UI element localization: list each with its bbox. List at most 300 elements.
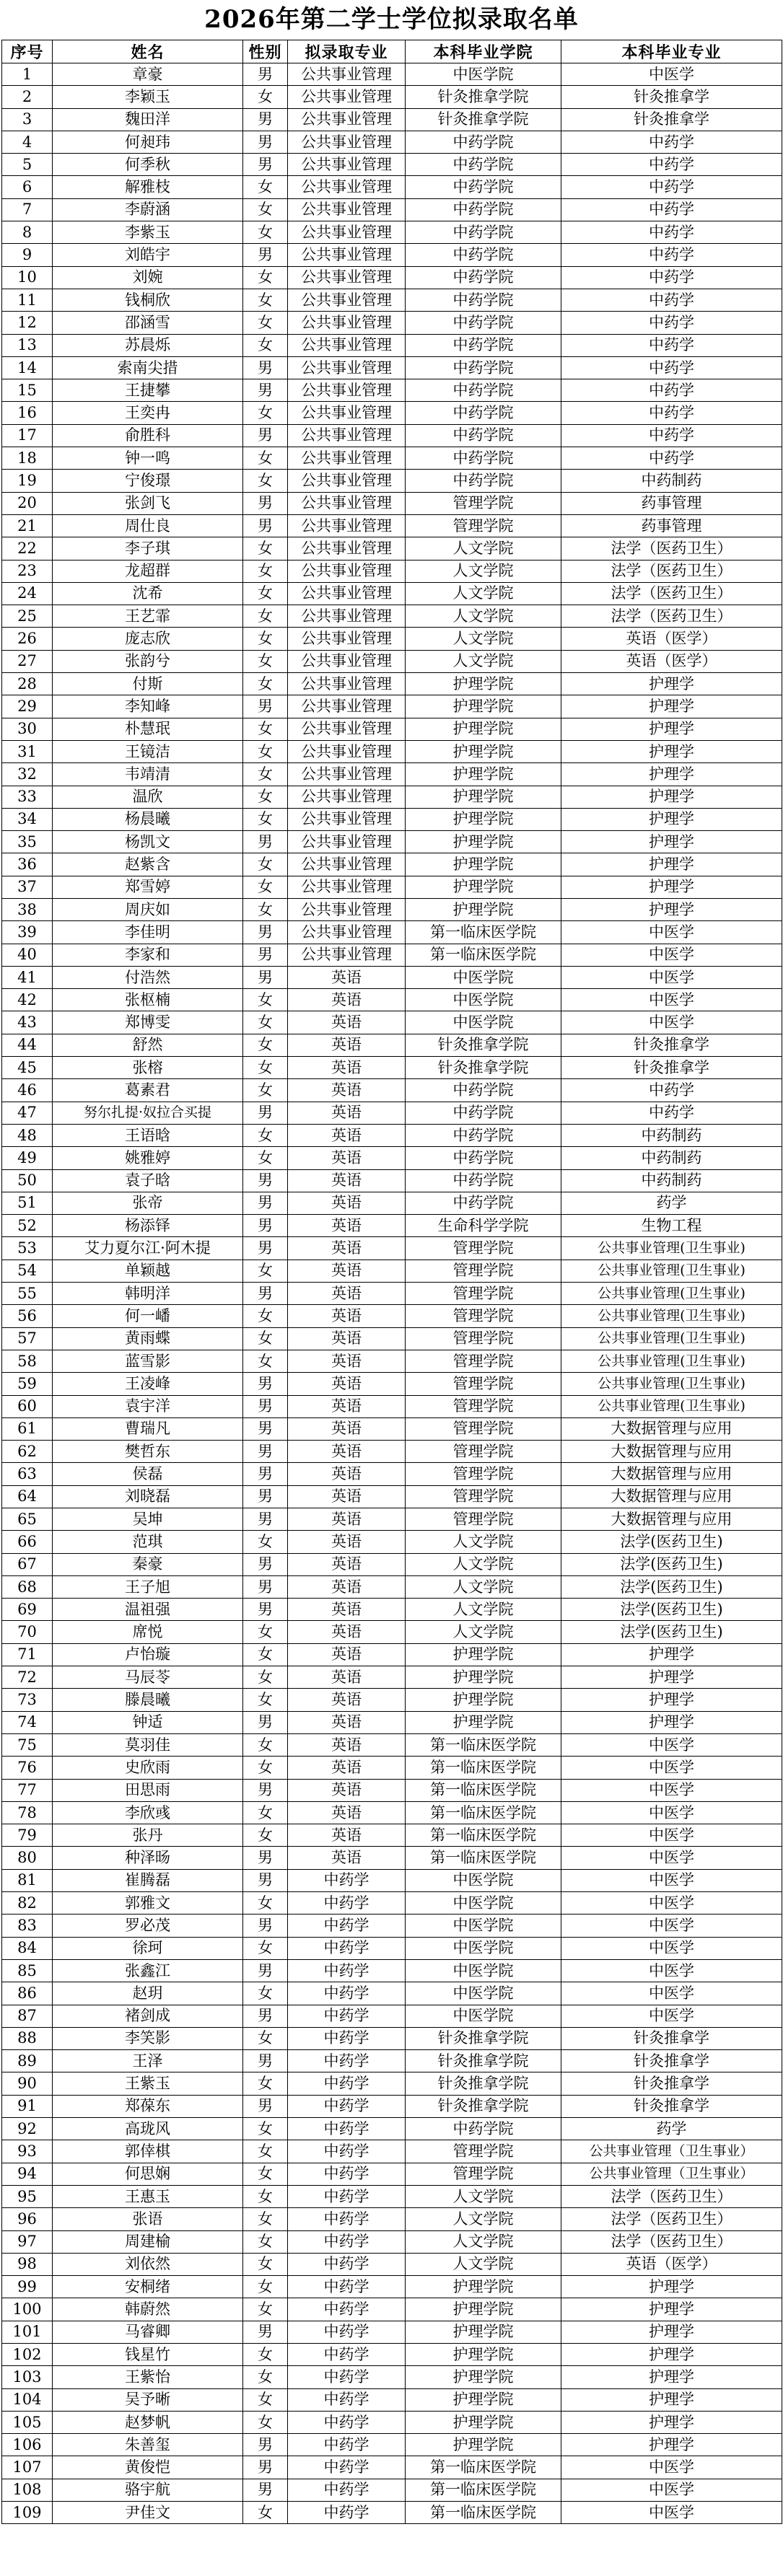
cell-admitted-major: 中药学 bbox=[288, 1937, 406, 1959]
cell-undergrad-college: 第一临床医学院 bbox=[406, 1801, 561, 1824]
cell-gender: 男 bbox=[243, 2434, 288, 2456]
cell-admitted-major: 中药学 bbox=[288, 2343, 406, 2365]
cell-name: 郑葆东 bbox=[53, 2095, 243, 2117]
cell-gender: 女 bbox=[243, 402, 288, 424]
cell-admitted-major: 中药学 bbox=[288, 2479, 406, 2501]
cell-name: 苏晨烁 bbox=[53, 334, 243, 356]
cell-undergrad-major: 护理学 bbox=[561, 831, 782, 853]
cell-gender: 女 bbox=[243, 1666, 288, 1689]
table-row bbox=[2, 2343, 782, 2365]
cell-name: 罗必茂 bbox=[53, 1915, 243, 1937]
cell-undergrad-major: 中医学 bbox=[561, 1915, 782, 1937]
cell-admitted-major: 英语 bbox=[288, 1757, 406, 1779]
cell-gender: 男 bbox=[243, 1463, 288, 1485]
cell-admitted-major: 公共事业管理 bbox=[288, 560, 406, 582]
cell-admitted-major: 中药学 bbox=[288, 2005, 406, 2027]
cell-index: 84 bbox=[2, 1937, 53, 1959]
cell-name: 韦靖清 bbox=[53, 763, 243, 786]
cell-undergrad-college: 管理学院 bbox=[406, 2163, 561, 2185]
cell-gender: 女 bbox=[243, 1531, 288, 1553]
table-row bbox=[2, 560, 782, 582]
cell-undergrad-college: 第一临床医学院 bbox=[406, 1733, 561, 1756]
table-row bbox=[2, 1169, 782, 1192]
cell-undergrad-major: 公共事业管理(卫生事业) bbox=[561, 1237, 782, 1260]
cell-undergrad-major: 大数据管理与应用 bbox=[561, 1417, 782, 1440]
cell-admitted-major: 公共事业管理 bbox=[288, 402, 406, 424]
cell-undergrad-college: 中药学院 bbox=[406, 1169, 561, 1192]
cell-name: 张榕 bbox=[53, 1057, 243, 1079]
cell-admitted-major: 公共事业管理 bbox=[288, 831, 406, 853]
cell-undergrad-college: 护理学院 bbox=[406, 740, 561, 762]
table-row bbox=[2, 1689, 782, 1711]
cell-name: 李欣彧 bbox=[53, 1801, 243, 1824]
cell-name: 王艺霏 bbox=[53, 605, 243, 628]
cell-undergrad-major: 法学（医药卫生） bbox=[561, 560, 782, 582]
table-row bbox=[2, 718, 782, 740]
header-index: 序号 bbox=[2, 40, 53, 63]
table-row bbox=[2, 2388, 782, 2411]
cell-admitted-major: 公共事业管理 bbox=[288, 356, 406, 379]
cell-undergrad-major: 法学(医药卫生) bbox=[561, 1621, 782, 1643]
cell-gender: 女 bbox=[243, 1892, 288, 1915]
table-row bbox=[2, 1102, 782, 1124]
cell-undergrad-major: 护理学 bbox=[561, 786, 782, 808]
cell-gender: 女 bbox=[243, 2140, 288, 2163]
cell-index: 18 bbox=[2, 447, 53, 470]
cell-index: 6 bbox=[2, 176, 53, 198]
table-row bbox=[2, 289, 782, 311]
cell-name: 杨晨曦 bbox=[53, 808, 243, 830]
table-body bbox=[2, 63, 782, 2524]
cell-index: 105 bbox=[2, 2411, 53, 2433]
cell-admitted-major: 英语 bbox=[288, 1733, 406, 1756]
table-row bbox=[2, 1057, 782, 1079]
cell-undergrad-major: 中药学 bbox=[561, 266, 782, 289]
cell-admitted-major: 公共事业管理 bbox=[288, 876, 406, 898]
cell-undergrad-college: 针灸推拿学院 bbox=[406, 1034, 561, 1056]
cell-index: 37 bbox=[2, 876, 53, 898]
cell-name: 蓝雪影 bbox=[53, 1350, 243, 1372]
cell-undergrad-major: 中药制药 bbox=[561, 1147, 782, 1169]
cell-admitted-major: 公共事业管理 bbox=[288, 492, 406, 514]
cell-gender: 女 bbox=[243, 2118, 288, 2140]
cell-index: 95 bbox=[2, 2185, 53, 2207]
cell-gender: 男 bbox=[243, 1237, 288, 1260]
table-row bbox=[2, 1553, 782, 1575]
table-row bbox=[2, 740, 782, 762]
cell-gender: 女 bbox=[243, 560, 288, 582]
cell-name: 刘依然 bbox=[53, 2253, 243, 2275]
cell-gender: 女 bbox=[243, 2343, 288, 2365]
cell-undergrad-major: 公共事业管理(卫生事业) bbox=[561, 1305, 782, 1327]
cell-undergrad-major: 护理学 bbox=[561, 1643, 782, 1666]
cell-name: 温祖强 bbox=[53, 1599, 243, 1621]
cell-name: 王紫玉 bbox=[53, 2072, 243, 2095]
cell-undergrad-major: 护理学 bbox=[561, 898, 782, 920]
cell-admitted-major: 公共事业管理 bbox=[288, 605, 406, 628]
cell-undergrad-college: 中药学院 bbox=[406, 470, 561, 492]
cell-undergrad-major: 法学(医药卫生) bbox=[561, 1575, 782, 1598]
cell-index: 73 bbox=[2, 1689, 53, 1711]
cell-gender: 女 bbox=[243, 221, 288, 244]
cell-gender: 男 bbox=[243, 1915, 288, 1937]
cell-undergrad-college: 中药学院 bbox=[406, 198, 561, 221]
cell-admitted-major: 公共事业管理 bbox=[288, 582, 406, 605]
cell-undergrad-college: 护理学院 bbox=[406, 763, 561, 786]
cell-gender: 女 bbox=[243, 989, 288, 1011]
cell-undergrad-college: 护理学院 bbox=[406, 2388, 561, 2411]
cell-gender: 男 bbox=[243, 1215, 288, 1237]
cell-gender: 女 bbox=[243, 2027, 288, 2049]
cell-index: 109 bbox=[2, 2502, 53, 2524]
cell-gender: 女 bbox=[243, 628, 288, 650]
cell-undergrad-major: 护理学 bbox=[561, 673, 782, 695]
table-row bbox=[2, 2118, 782, 2140]
cell-gender: 男 bbox=[243, 244, 288, 266]
cell-undergrad-major: 中药制药 bbox=[561, 1169, 782, 1192]
cell-undergrad-college: 管理学院 bbox=[406, 1417, 561, 1440]
cell-name: 李家和 bbox=[53, 944, 243, 966]
cell-undergrad-major: 中医学 bbox=[561, 2005, 782, 2027]
cell-admitted-major: 公共事业管理 bbox=[288, 718, 406, 740]
cell-admitted-major: 英语 bbox=[288, 1508, 406, 1531]
table-row bbox=[2, 198, 782, 221]
cell-admitted-major: 公共事业管理 bbox=[288, 537, 406, 560]
cell-gender: 女 bbox=[243, 1034, 288, 1056]
cell-name: 赵紫含 bbox=[53, 853, 243, 876]
cell-admitted-major: 公共事业管理 bbox=[288, 673, 406, 695]
cell-index: 39 bbox=[2, 921, 53, 944]
table-row bbox=[2, 876, 782, 898]
cell-undergrad-college: 针灸推拿学院 bbox=[406, 2095, 561, 2117]
cell-index: 59 bbox=[2, 1373, 53, 1395]
cell-gender: 男 bbox=[243, 921, 288, 944]
cell-admitted-major: 中药学 bbox=[288, 2298, 406, 2321]
cell-index: 29 bbox=[2, 695, 53, 718]
cell-undergrad-major: 中医学 bbox=[561, 2456, 782, 2479]
cell-gender: 女 bbox=[243, 2276, 288, 2298]
table-row bbox=[2, 244, 782, 266]
cell-gender: 女 bbox=[243, 673, 288, 695]
cell-undergrad-college: 第一临床医学院 bbox=[406, 1757, 561, 1779]
cell-undergrad-college: 中药学院 bbox=[406, 176, 561, 198]
cell-name: 单颖越 bbox=[53, 1260, 243, 1282]
cell-undergrad-college: 护理学院 bbox=[406, 2298, 561, 2321]
cell-index: 2 bbox=[2, 86, 53, 108]
cell-index: 47 bbox=[2, 1102, 53, 1124]
table-row bbox=[2, 1417, 782, 1440]
cell-gender: 男 bbox=[243, 2050, 288, 2072]
cell-gender: 女 bbox=[243, 605, 288, 628]
cell-name: 袁宇洋 bbox=[53, 1395, 243, 1417]
cell-index: 104 bbox=[2, 2388, 53, 2411]
table-row bbox=[2, 989, 782, 1011]
cell-admitted-major: 公共事业管理 bbox=[288, 853, 406, 876]
cell-gender: 男 bbox=[243, 492, 288, 514]
cell-undergrad-major: 中药学 bbox=[561, 379, 782, 402]
cell-admitted-major: 英语 bbox=[288, 1711, 406, 1733]
cell-admitted-major: 英语 bbox=[288, 1327, 406, 1350]
cell-undergrad-college: 管理学院 bbox=[406, 1283, 561, 1305]
cell-undergrad-college: 护理学院 bbox=[406, 2366, 561, 2388]
cell-gender: 女 bbox=[243, 1011, 288, 1034]
cell-undergrad-college: 中药学院 bbox=[406, 131, 561, 153]
cell-admitted-major: 公共事业管理 bbox=[288, 334, 406, 356]
cell-undergrad-major: 公共事业管理(卫生事业) bbox=[561, 1283, 782, 1305]
cell-admitted-major: 公共事业管理 bbox=[288, 63, 406, 86]
table-row bbox=[2, 898, 782, 920]
cell-undergrad-college: 中药学院 bbox=[406, 154, 561, 176]
table-row bbox=[2, 447, 782, 470]
table-row bbox=[2, 1485, 782, 1508]
cell-undergrad-college: 中药学院 bbox=[406, 289, 561, 311]
cell-admitted-major: 公共事业管理 bbox=[288, 379, 406, 402]
cell-name: 索南尖措 bbox=[53, 356, 243, 379]
cell-name: 褚剑成 bbox=[53, 2005, 243, 2027]
cell-gender: 女 bbox=[243, 718, 288, 740]
cell-admitted-major: 中药学 bbox=[288, 2185, 406, 2207]
cell-undergrad-college: 中药学院 bbox=[406, 266, 561, 289]
cell-undergrad-major: 法学(医药卫生) bbox=[561, 1599, 782, 1621]
cell-admitted-major: 公共事业管理 bbox=[288, 740, 406, 762]
cell-undergrad-college: 第一临床医学院 bbox=[406, 1824, 561, 1847]
cell-undergrad-major: 护理学 bbox=[561, 2343, 782, 2365]
cell-admitted-major: 公共事业管理 bbox=[288, 131, 406, 153]
cell-name: 解雅枝 bbox=[53, 176, 243, 198]
cell-gender: 女 bbox=[243, 2366, 288, 2388]
cell-index: 99 bbox=[2, 2276, 53, 2298]
cell-gender: 男 bbox=[243, 1417, 288, 1440]
cell-name: 李笑影 bbox=[53, 2027, 243, 2049]
cell-undergrad-college: 护理学院 bbox=[406, 2434, 561, 2456]
cell-gender: 男 bbox=[243, 131, 288, 153]
cell-name: 张帝 bbox=[53, 1192, 243, 1214]
cell-undergrad-major: 中药学 bbox=[561, 176, 782, 198]
table-row bbox=[2, 379, 782, 402]
cell-index: 42 bbox=[2, 989, 53, 1011]
cell-undergrad-college: 中医学院 bbox=[406, 63, 561, 86]
cell-gender: 女 bbox=[243, 1147, 288, 1169]
cell-index: 75 bbox=[2, 1733, 53, 1756]
cell-name: 马睿卿 bbox=[53, 2321, 243, 2343]
cell-name: 郑雪婷 bbox=[53, 876, 243, 898]
cell-admitted-major: 公共事业管理 bbox=[288, 763, 406, 786]
table-row bbox=[2, 1733, 782, 1756]
cell-name: 王子旭 bbox=[53, 1575, 243, 1598]
table-row bbox=[2, 2298, 782, 2321]
cell-name: 周庆如 bbox=[53, 898, 243, 920]
table-row bbox=[2, 1350, 782, 1372]
table-row bbox=[2, 2163, 782, 2185]
cell-gender: 女 bbox=[243, 334, 288, 356]
table-row bbox=[2, 1034, 782, 1056]
cell-undergrad-college: 中药学院 bbox=[406, 402, 561, 424]
header-undergrad-college: 本科毕业学院 bbox=[406, 40, 561, 63]
cell-name: 王泽 bbox=[53, 2050, 243, 2072]
cell-name: 韩明洋 bbox=[53, 1283, 243, 1305]
table-row bbox=[2, 402, 782, 424]
table-row bbox=[2, 1283, 782, 1305]
cell-undergrad-college: 针灸推拿学院 bbox=[406, 2072, 561, 2095]
cell-index: 85 bbox=[2, 1959, 53, 1982]
cell-admitted-major: 公共事业管理 bbox=[288, 786, 406, 808]
cell-name: 沈希 bbox=[53, 582, 243, 605]
cell-admitted-major: 中药学 bbox=[288, 1915, 406, 1937]
table-row bbox=[2, 695, 782, 718]
cell-index: 63 bbox=[2, 1463, 53, 1485]
cell-index: 93 bbox=[2, 2140, 53, 2163]
cell-index: 83 bbox=[2, 1915, 53, 1937]
cell-undergrad-major: 生物工程 bbox=[561, 1215, 782, 1237]
cell-index: 48 bbox=[2, 1124, 53, 1146]
cell-undergrad-major: 护理学 bbox=[561, 695, 782, 718]
cell-undergrad-college: 护理学院 bbox=[406, 2411, 561, 2433]
cell-admitted-major: 英语 bbox=[288, 1350, 406, 1372]
cell-undergrad-major: 中药学 bbox=[561, 131, 782, 153]
cell-gender: 男 bbox=[243, 1779, 288, 1801]
cell-undergrad-major: 大数据管理与应用 bbox=[561, 1485, 782, 1508]
cell-undergrad-major: 公共事业管理(卫生事业) bbox=[561, 1373, 782, 1395]
cell-undergrad-college: 人文学院 bbox=[406, 1599, 561, 1621]
header-name: 姓名 bbox=[53, 40, 243, 63]
cell-gender: 男 bbox=[243, 1169, 288, 1192]
cell-gender: 女 bbox=[243, 176, 288, 198]
cell-index: 107 bbox=[2, 2456, 53, 2479]
table-row bbox=[2, 921, 782, 944]
cell-undergrad-major: 中药学 bbox=[561, 424, 782, 447]
table-row bbox=[2, 1305, 782, 1327]
cell-index: 26 bbox=[2, 628, 53, 650]
cell-name: 樊哲东 bbox=[53, 1441, 243, 1463]
cell-name: 刘晓磊 bbox=[53, 1485, 243, 1508]
cell-name: 张枢楠 bbox=[53, 989, 243, 1011]
cell-name: 何思娴 bbox=[53, 2163, 243, 2185]
cell-admitted-major: 英语 bbox=[288, 1689, 406, 1711]
cell-index: 9 bbox=[2, 244, 53, 266]
cell-index: 58 bbox=[2, 1350, 53, 1372]
cell-admitted-major: 英语 bbox=[288, 1553, 406, 1575]
cell-index: 19 bbox=[2, 470, 53, 492]
cell-index: 51 bbox=[2, 1192, 53, 1214]
cell-name: 张语 bbox=[53, 2208, 243, 2230]
cell-gender: 男 bbox=[243, 1959, 288, 1982]
table-row bbox=[2, 2502, 782, 2524]
cell-undergrad-college: 护理学院 bbox=[406, 786, 561, 808]
cell-name: 邵涵雪 bbox=[53, 312, 243, 334]
cell-undergrad-college: 人文学院 bbox=[406, 628, 561, 650]
cell-undergrad-major: 护理学 bbox=[561, 2366, 782, 2388]
cell-admitted-major: 英语 bbox=[288, 1305, 406, 1327]
cell-name: 张鑫江 bbox=[53, 1959, 243, 1982]
cell-gender: 女 bbox=[243, 1327, 288, 1350]
cell-undergrad-major: 中药制药 bbox=[561, 1124, 782, 1146]
table-row bbox=[2, 2321, 782, 2343]
cell-index: 27 bbox=[2, 650, 53, 672]
table-row bbox=[2, 1215, 782, 1237]
cell-undergrad-major: 英语（医学） bbox=[561, 650, 782, 672]
cell-gender: 女 bbox=[243, 1057, 288, 1079]
table-row bbox=[2, 424, 782, 447]
table-row bbox=[2, 1441, 782, 1463]
cell-index: 30 bbox=[2, 718, 53, 740]
cell-undergrad-major: 护理学 bbox=[561, 2321, 782, 2343]
cell-name: 李颖玉 bbox=[53, 86, 243, 108]
cell-undergrad-college: 中药学院 bbox=[406, 2118, 561, 2140]
cell-name: 刘皓宇 bbox=[53, 244, 243, 266]
cell-admitted-major: 中药学 bbox=[288, 2321, 406, 2343]
table-row bbox=[2, 63, 782, 86]
table-row bbox=[2, 2276, 782, 2298]
cell-undergrad-college: 中医学院 bbox=[406, 1869, 561, 1891]
cell-index: 38 bbox=[2, 898, 53, 920]
cell-undergrad-college: 第一临床医学院 bbox=[406, 2479, 561, 2501]
cell-name: 刘婉 bbox=[53, 266, 243, 289]
cell-admitted-major: 英语 bbox=[288, 1215, 406, 1237]
cell-undergrad-college: 第一临床医学院 bbox=[406, 1779, 561, 1801]
cell-undergrad-college: 护理学院 bbox=[406, 2276, 561, 2298]
table-row bbox=[2, 853, 782, 876]
cell-name: 温欣 bbox=[53, 786, 243, 808]
cell-admitted-major: 英语 bbox=[288, 1599, 406, 1621]
cell-undergrad-college: 中药学院 bbox=[406, 356, 561, 379]
cell-name: 朴慧珉 bbox=[53, 718, 243, 740]
cell-undergrad-college: 中医学院 bbox=[406, 1011, 561, 1034]
cell-index: 57 bbox=[2, 1327, 53, 1350]
cell-undergrad-college: 第一临床医学院 bbox=[406, 944, 561, 966]
cell-index: 61 bbox=[2, 1417, 53, 1440]
cell-gender: 女 bbox=[243, 763, 288, 786]
cell-index: 106 bbox=[2, 2434, 53, 2456]
cell-undergrad-major: 中医学 bbox=[561, 1959, 782, 1982]
cell-gender: 女 bbox=[243, 537, 288, 560]
cell-admitted-major: 中药学 bbox=[288, 2118, 406, 2140]
cell-admitted-major: 英语 bbox=[288, 1801, 406, 1824]
cell-undergrad-college: 管理学院 bbox=[406, 1463, 561, 1485]
cell-name: 尹佳文 bbox=[53, 2502, 243, 2524]
cell-index: 77 bbox=[2, 1779, 53, 1801]
cell-gender: 女 bbox=[243, 2298, 288, 2321]
cell-index: 80 bbox=[2, 1847, 53, 1869]
cell-undergrad-college: 针灸推拿学院 bbox=[406, 86, 561, 108]
cell-undergrad-college: 中医学院 bbox=[406, 1982, 561, 2005]
cell-undergrad-major: 中医学 bbox=[561, 1011, 782, 1034]
cell-undergrad-major: 大数据管理与应用 bbox=[561, 1441, 782, 1463]
cell-index: 31 bbox=[2, 740, 53, 762]
cell-name: 周建榆 bbox=[53, 2230, 243, 2253]
cell-index: 33 bbox=[2, 786, 53, 808]
cell-undergrad-college: 护理学院 bbox=[406, 876, 561, 898]
cell-undergrad-major: 法学（医药卫生） bbox=[561, 537, 782, 560]
cell-name: 赵梦帆 bbox=[53, 2411, 243, 2433]
table-row bbox=[2, 2095, 782, 2117]
cell-admitted-major: 英语 bbox=[288, 1395, 406, 1417]
cell-gender: 女 bbox=[243, 447, 288, 470]
cell-undergrad-college: 管理学院 bbox=[406, 492, 561, 514]
cell-undergrad-major: 针灸推拿学 bbox=[561, 2072, 782, 2095]
cell-admitted-major: 中药学 bbox=[288, 2027, 406, 2049]
table-row bbox=[2, 763, 782, 786]
cell-index: 108 bbox=[2, 2479, 53, 2501]
cell-index: 56 bbox=[2, 1305, 53, 1327]
cell-undergrad-major: 中医学 bbox=[561, 921, 782, 944]
cell-admitted-major: 英语 bbox=[288, 1417, 406, 1440]
cell-admitted-major: 中药学 bbox=[288, 2388, 406, 2411]
cell-undergrad-major: 护理学 bbox=[561, 1666, 782, 1689]
table-row bbox=[2, 2411, 782, 2433]
table-row bbox=[2, 582, 782, 605]
cell-name: 张丹 bbox=[53, 1824, 243, 1847]
cell-undergrad-major: 中医学 bbox=[561, 1869, 782, 1891]
